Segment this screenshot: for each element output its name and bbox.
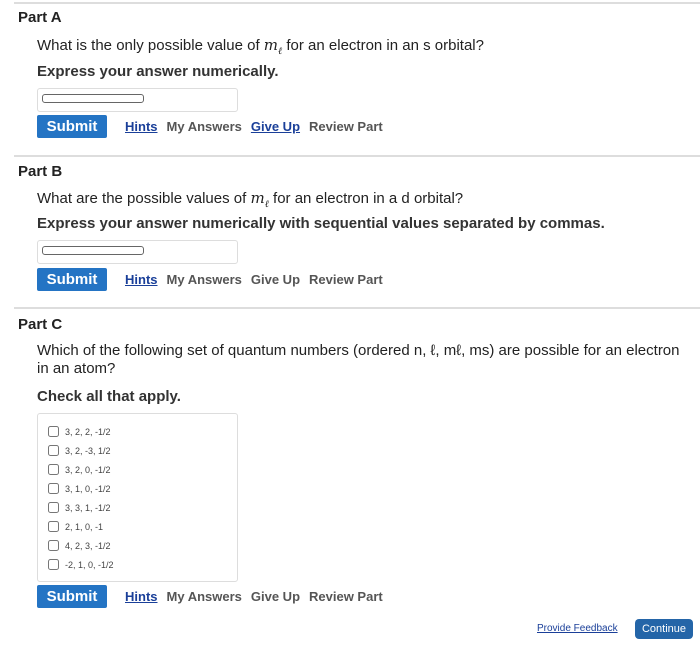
part-a-submit-button[interactable]: Submit	[37, 115, 107, 138]
part-a-title: Part A	[18, 9, 62, 26]
option-item[interactable]	[48, 441, 237, 460]
part-a-review-part: Review Part	[309, 119, 383, 134]
provide-feedback-link[interactable]: Provide Feedback	[537, 623, 618, 634]
part-a-answer-box	[37, 88, 238, 112]
option-item[interactable]	[48, 479, 237, 498]
option-label: 3, 2, 0, -1/2	[65, 464, 111, 475]
part-a-actions	[37, 115, 392, 138]
option-item[interactable]	[48, 517, 237, 536]
part-a-instruction: Express your answer numerically.	[37, 63, 279, 80]
part-c-give-up: Give Up	[250, 589, 301, 604]
part-a-question: What is the only possible value of $m_\ell$ for an electron in an s orbital?	[37, 36, 484, 57]
part-b-give-up: Give Up	[250, 272, 301, 287]
option-item[interactable]	[48, 536, 237, 555]
option-checkbox[interactable]	[48, 445, 59, 456]
part-b-submit-button[interactable]: Submit	[37, 268, 107, 291]
option-checkbox[interactable]	[48, 540, 59, 551]
option-label: 4, 2, 3, -1/2	[65, 540, 111, 551]
part-c-review-part: Review Part	[309, 589, 383, 604]
part-b-hints-link[interactable]: Hints	[125, 272, 158, 287]
part-a-hints-link[interactable]: Hints	[125, 119, 158, 134]
part-c-my-answers: My Answers	[166, 589, 242, 604]
part-c-submit-button[interactable]: Submit	[37, 585, 107, 608]
part-a-answer-input[interactable]	[42, 94, 144, 103]
option-label: 3, 2, -3, 1/2	[65, 445, 111, 456]
option-checkbox[interactable]	[48, 559, 59, 570]
option-label: 2, 1, 0, -1	[65, 521, 104, 532]
option-checkbox[interactable]	[48, 483, 59, 494]
part-c-actions	[37, 585, 392, 608]
divider	[14, 155, 700, 157]
option-label: 3, 3, 1, -1/2	[65, 502, 111, 513]
part-b-answer-box	[37, 240, 238, 264]
part-b-title: Part B	[18, 163, 63, 180]
option-checkbox[interactable]	[48, 464, 59, 475]
part-c-title: Part C	[18, 316, 63, 333]
part-a-give-up-link[interactable]: Give Up	[250, 119, 301, 134]
part-b-question: What are the possible values of $m_\ell$ for an electron in a d orbital?	[37, 189, 464, 210]
part-b-answer-input[interactable]	[42, 246, 144, 255]
option-label: 3, 2, 2, -1/2	[65, 426, 111, 437]
part-c-options	[37, 413, 238, 582]
part-a-my-answers: My Answers	[166, 119, 242, 134]
option-item[interactable]	[48, 498, 237, 517]
part-b-actions	[37, 268, 392, 291]
divider	[14, 307, 700, 309]
option-item[interactable]	[48, 422, 237, 441]
option-label: -2, 1, 0, -1/2	[65, 559, 114, 570]
part-b-review-part: Review Part	[309, 272, 383, 287]
part-b-instruction: Express your answer numerically with sequential values separated by commas.	[37, 215, 605, 232]
part-c-instruction: Check all that apply.	[37, 388, 181, 405]
option-item[interactable]	[48, 460, 237, 479]
option-checkbox[interactable]	[48, 502, 59, 513]
part-b-my-answers: My Answers	[166, 272, 242, 287]
option-checkbox[interactable]	[48, 521, 59, 532]
divider	[14, 2, 700, 4]
option-label: 3, 1, 0, -1/2	[65, 483, 111, 494]
option-item[interactable]	[48, 555, 237, 574]
part-c-hints-link[interactable]: Hints	[125, 589, 158, 604]
option-checkbox[interactable]	[48, 426, 59, 437]
part-c-question: Which of the following set of quantum numbers (ordered n, ℓ, mℓ, ms) are possible for an electron in an atom?	[37, 342, 680, 377]
continue-button[interactable]: Continue	[635, 619, 693, 639]
